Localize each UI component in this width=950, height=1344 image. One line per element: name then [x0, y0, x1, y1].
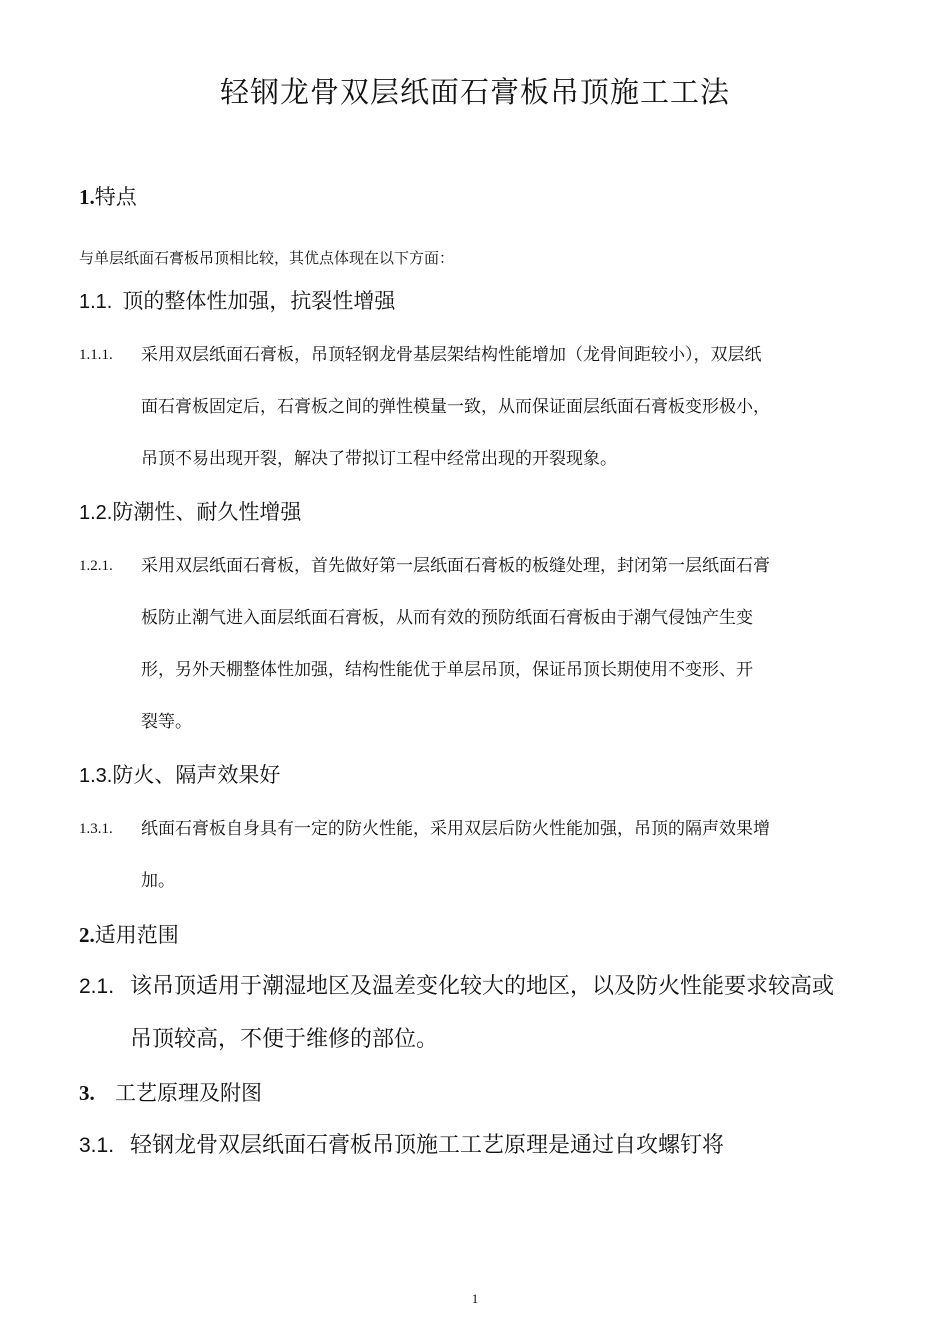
section-3-number-text: 3. — [79, 1081, 95, 1105]
clause-1-2-1-number: 1.2.1. — [79, 558, 113, 574]
clause-1-2-1-line: 采用双层纸面石膏板，首先做好第一层纸面石膏板的板缝处理，封闭第一层纸面石膏 — [141, 556, 770, 576]
section-1-heading — [79, 182, 137, 212]
section-3-1-number-text: 3.1. — [79, 1134, 115, 1157]
section-2-1-number-text: 2.1. — [79, 975, 115, 998]
section-1-2-number: 1.2. — [79, 502, 113, 524]
clause-1-2-1-line: 板防止潮气进入面层纸面石膏板，从而有效的预防纸面石膏板由于潮气侵蚀产生变 — [141, 608, 753, 628]
clause-1-2-1-line: 裂等。 — [141, 712, 192, 732]
section-3-title: 工艺原理及附图 — [115, 1081, 262, 1105]
clause-1-3-1-number: 1.3.1. — [79, 821, 113, 837]
section-2-number: 2. — [79, 923, 95, 947]
clause-1-3-1-line: 加。 — [141, 871, 175, 891]
section-3-1-number — [79, 1130, 114, 1162]
section-1-3-title: 防火、隔声效果好 — [112, 763, 281, 787]
section-1-title: 特点 — [94, 185, 137, 209]
section-1-3-number: 1.3. — [79, 765, 113, 787]
clause-1-1-1-number: 1.1.1. — [79, 347, 113, 363]
section-2-1-line: 该吊顶适用于潮湿地区及温差变化较大的地区，以及防火性能要求较高或 — [130, 974, 835, 999]
clause-1-3-1-line: 纸面石膏板自身具有一定的防火性能，采用双层后防火性能加强，吊顶的隔声效果增 — [141, 819, 770, 839]
section-3-1-line: 轻钢龙骨双层纸面石膏板吊顶施工工艺原理是通过自攻螺钉将 — [130, 1133, 725, 1158]
section-1-number: 1. — [79, 185, 95, 209]
clause-1-1-1-line: 吊顶不易出现开裂，解决了带拟订工程中经常出现的开裂现象。 — [141, 449, 617, 469]
section-1-intro: 与单层纸面石膏板吊顶相比较，其优点体现在以下方面： — [79, 249, 455, 267]
clause-1-1-1-line: 面石膏板固定后，石膏板之间的弹性模量一致，从而保证面层纸面石膏板变形极小， — [141, 397, 770, 417]
clause-1-2-1-line: 形，另外天棚整体性加强，结构性能优于单层吊顶，保证吊顶长期使用不变形、开 — [141, 660, 753, 680]
section-1-1-heading — [79, 286, 395, 317]
section-3-number — [79, 1078, 95, 1108]
section-1-1-title: 顶的整体性加强，抗裂性增强 — [122, 289, 396, 313]
page-number: 1 — [471, 1291, 479, 1306]
section-1-2-heading — [79, 497, 301, 528]
clause-1-1-1-line: 采用双层纸面石膏板，吊顶轻钢龙骨基层架结构性能增加（龙骨间距较小），双层纸 — [141, 345, 762, 365]
section-1-3-heading — [79, 760, 280, 791]
section-2-heading — [79, 920, 179, 950]
section-1-1-number: 1.1. — [79, 291, 113, 313]
section-1-2-title: 防潮性、耐久性增强 — [112, 500, 302, 524]
section-2-title: 适用范围 — [94, 923, 179, 947]
section-2-1-line: 吊顶较高，不便于维修的部位。 — [130, 1027, 439, 1052]
section-2-1-number — [79, 971, 114, 1003]
document-title: 轻钢龙骨双层纸面石膏板吊顶施工工法 — [219, 75, 730, 109]
